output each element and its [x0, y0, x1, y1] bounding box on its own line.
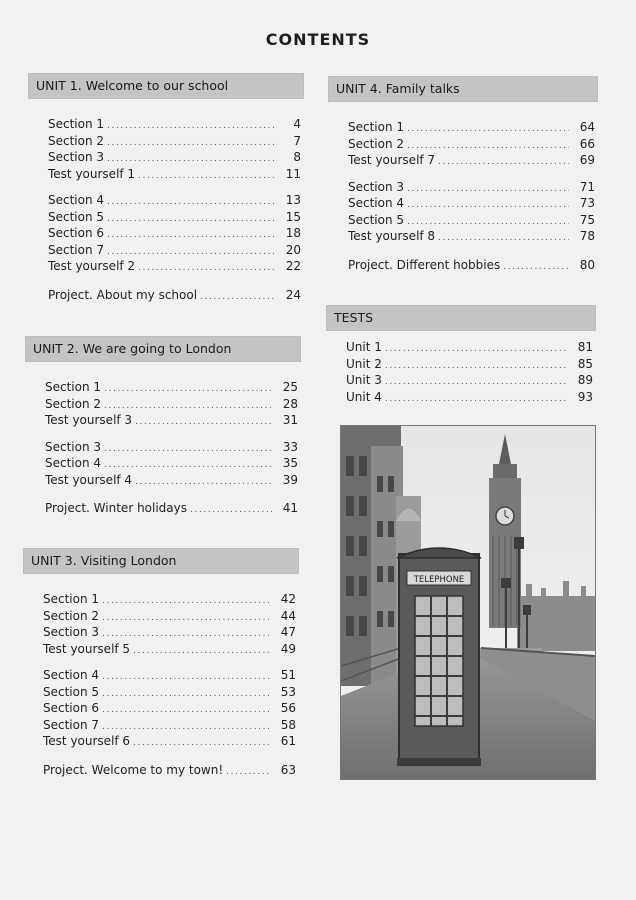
toc-entry — [48, 209, 301, 226]
telephone-sign-text: TELEPHONE — [413, 575, 465, 585]
unit-4-block — [328, 76, 598, 273]
toc-entry — [348, 212, 595, 229]
toc-entry-label: Test yourself 2 — [48, 259, 136, 273]
dot-leader — [503, 259, 569, 276]
toc-entry-page: 22 — [285, 259, 301, 273]
toc-entry-page: 42 — [280, 592, 296, 606]
toc-entry-page: 15 — [285, 209, 301, 224]
toc-entry-label: Section 2 — [45, 396, 102, 411]
unit-2-entries — [25, 362, 301, 517]
toc-entry-page: 56 — [280, 701, 296, 715]
dot-leader — [135, 474, 272, 491]
toc-entry — [48, 116, 301, 133]
unit-1-entries — [28, 99, 304, 303]
toc-entry-page: 63 — [280, 762, 296, 777]
toc-entry-label: Unit 1 — [346, 340, 382, 354]
toc-entry — [43, 684, 296, 701]
toc-entry-label: Test yourself 1 — [48, 166, 136, 181]
toc-entry — [348, 228, 595, 245]
toc-entry-label: Section 3 — [45, 439, 102, 454]
london-street-illustration — [341, 426, 595, 779]
toc-entry — [48, 192, 301, 209]
unit-1-block — [28, 73, 304, 303]
toc-entry — [43, 591, 296, 608]
toc-entry — [48, 258, 301, 275]
dot-leader — [190, 502, 272, 519]
dot-leader — [226, 764, 270, 781]
toc-entry — [348, 179, 595, 196]
toc-entry-page: 66 — [579, 136, 595, 151]
toc-entry-page: 33 — [282, 439, 298, 454]
dot-leader — [138, 260, 275, 277]
unit-4-entries — [328, 102, 598, 273]
toc-entry-page: 47 — [280, 625, 296, 639]
toc-entry-label: Section 3 — [48, 150, 105, 164]
toc-entry — [45, 379, 298, 396]
dot-leader — [102, 669, 270, 686]
toc-entry-page: 71 — [579, 179, 595, 194]
toc-entry-page: 69 — [579, 153, 595, 167]
toc-entry-page: 78 — [579, 229, 595, 243]
unit-3-entries — [23, 574, 299, 778]
toc-entry — [48, 166, 301, 183]
toc-entry-label: Section 4 — [348, 196, 405, 210]
toc-entry-label: Section 3 — [43, 625, 100, 639]
dot-leader — [407, 181, 569, 198]
toc-entry — [348, 195, 595, 212]
toc-entry-page: 8 — [293, 150, 301, 164]
toc-entry-label: Section 7 — [48, 242, 105, 257]
toc-entry — [48, 225, 301, 242]
toc-entry-label: Test yourself 3 — [45, 413, 133, 427]
toc-entry-page: 24 — [285, 287, 301, 302]
dot-leader — [438, 230, 569, 247]
toc-entry-page: 93 — [577, 389, 593, 404]
toc-entry — [45, 412, 298, 429]
toc-entry-page: 11 — [285, 166, 301, 181]
toc-entry-page: 89 — [577, 373, 593, 387]
toc-entry-label: Section 7 — [43, 717, 100, 732]
toc-entry-page: 31 — [282, 413, 298, 427]
toc-entry-label: Project. Winter holidays — [45, 501, 188, 515]
tests-block — [326, 305, 596, 405]
dot-leader — [133, 735, 270, 752]
toc-entry-label: Section 4 — [45, 456, 102, 470]
toc-entry-page: 4 — [293, 117, 301, 131]
toc-entry-page: 18 — [285, 226, 301, 240]
dot-leader — [104, 381, 272, 398]
unit-3-block — [23, 548, 299, 778]
toc-entry-page: 53 — [280, 684, 296, 699]
toc-entry-page: 51 — [280, 668, 296, 682]
dot-leader — [102, 702, 270, 719]
toc-entry-label: Section 2 — [348, 136, 405, 151]
toc-entry — [43, 608, 296, 625]
toc-entry-label: Project. Different hobbies — [348, 257, 501, 272]
dot-leader — [385, 341, 567, 358]
toc-entry — [43, 733, 296, 750]
toc-entry-label: Section 4 — [43, 668, 100, 682]
dot-leader — [135, 414, 272, 431]
toc-entry — [45, 500, 298, 517]
toc-entry — [348, 119, 595, 136]
toc-entry — [346, 372, 593, 389]
toc-entry-label: Section 1 — [48, 117, 105, 131]
toc-entry-label: Section 5 — [348, 212, 405, 227]
toc-entry-label: Test yourself 5 — [43, 641, 131, 656]
toc-entry-label: Section 6 — [43, 701, 100, 715]
dot-leader — [107, 211, 275, 228]
dot-leader — [102, 593, 270, 610]
toc-entry — [43, 624, 296, 641]
toc-entry — [346, 339, 593, 356]
toc-entry-label: Section 5 — [48, 209, 105, 224]
dot-leader — [102, 686, 270, 703]
dot-leader — [133, 643, 270, 660]
dot-leader — [107, 118, 275, 135]
toc-entry-label: Section 1 — [43, 592, 100, 606]
dot-leader — [107, 227, 275, 244]
toc-entry — [48, 242, 301, 259]
toc-entry-page: 61 — [280, 734, 296, 748]
toc-entry-label: Test yourself 7 — [348, 153, 436, 167]
toc-entry-label: Section 6 — [48, 226, 105, 240]
dot-leader — [407, 121, 569, 138]
toc-entry-page: 44 — [280, 608, 296, 623]
dot-leader — [138, 168, 275, 185]
toc-entry-page: 73 — [579, 196, 595, 210]
toc-entry-label: Section 1 — [348, 120, 405, 134]
toc-entry-page: 13 — [285, 193, 301, 207]
toc-entry-page: 80 — [579, 257, 595, 272]
toc-entry — [43, 717, 296, 734]
toc-entry-page: 58 — [280, 717, 296, 732]
dot-leader — [102, 610, 270, 627]
toc-entry-page: 64 — [579, 120, 595, 134]
toc-entry — [43, 762, 296, 779]
london-photo — [340, 425, 596, 780]
toc-entry-label: Project. Welcome to my town! — [43, 762, 224, 777]
toc-entry-label: Test yourself 4 — [45, 472, 133, 487]
toc-entry — [346, 389, 593, 406]
toc-entry-page: 81 — [577, 340, 593, 354]
toc-entry-label: Project. About my school — [48, 287, 198, 302]
tests-entries — [326, 331, 596, 405]
dot-leader — [438, 154, 569, 171]
tests-header: TESTS — [326, 305, 596, 331]
toc-entry — [348, 152, 595, 169]
toc-entry-label: Unit 4 — [346, 389, 382, 404]
unit-3-header: UNIT 3. Visiting London — [23, 548, 299, 574]
toc-entry-label: Unit 2 — [346, 356, 382, 371]
toc-entry-page: 41 — [282, 501, 298, 515]
toc-entry — [45, 455, 298, 472]
toc-entry-label: Test yourself 6 — [43, 734, 131, 748]
toc-entry-label: Test yourself 8 — [348, 229, 436, 243]
toc-entry-page: 85 — [577, 356, 593, 371]
toc-entry-label: Section 2 — [43, 608, 100, 623]
toc-entry — [348, 136, 595, 153]
dot-leader — [385, 391, 567, 408]
unit-4-header: UNIT 4. Family talks — [328, 76, 598, 102]
toc-entry — [45, 396, 298, 413]
dot-leader — [385, 374, 567, 391]
toc-entry-page: 28 — [282, 396, 298, 411]
toc-entry-label: Section 3 — [348, 179, 405, 194]
toc-entry — [348, 257, 595, 274]
toc-entry — [45, 439, 298, 456]
toc-entry-page: 75 — [579, 212, 595, 227]
dot-leader — [407, 197, 569, 214]
unit-2-block — [25, 336, 301, 517]
toc-entry-page: 7 — [293, 133, 301, 148]
toc-entry — [48, 133, 301, 150]
toc-entry-label: Section 5 — [43, 684, 100, 699]
toc-entry-page: 49 — [280, 641, 296, 656]
toc-entry-page: 39 — [282, 472, 298, 487]
toc-entry-label: Section 4 — [48, 193, 105, 207]
toc-entry-label: Unit 3 — [346, 373, 382, 387]
toc-entry — [48, 287, 301, 304]
unit-2-header: UNIT 2. We are going to London — [25, 336, 301, 362]
toc-entry-label: Section 2 — [48, 133, 105, 148]
telephone-box — [397, 548, 481, 766]
toc-entry — [346, 356, 593, 373]
unit-1-header: UNIT 1. Welcome to our school — [28, 73, 304, 99]
dot-leader — [200, 289, 275, 306]
toc-entry — [45, 472, 298, 489]
dot-leader — [104, 441, 272, 458]
toc-entry — [43, 700, 296, 717]
toc-entry — [48, 149, 301, 166]
toc-entry-label: Section 1 — [45, 380, 102, 394]
toc-entry — [43, 667, 296, 684]
dot-leader — [107, 135, 275, 152]
toc-entry-page: 20 — [285, 242, 301, 257]
toc-entry-page: 25 — [282, 380, 298, 394]
page-title: CONTENTS — [265, 30, 371, 49]
dot-leader — [107, 194, 275, 211]
dot-leader — [385, 358, 567, 375]
toc-entry-page: 35 — [282, 456, 298, 470]
toc-entry — [43, 641, 296, 658]
